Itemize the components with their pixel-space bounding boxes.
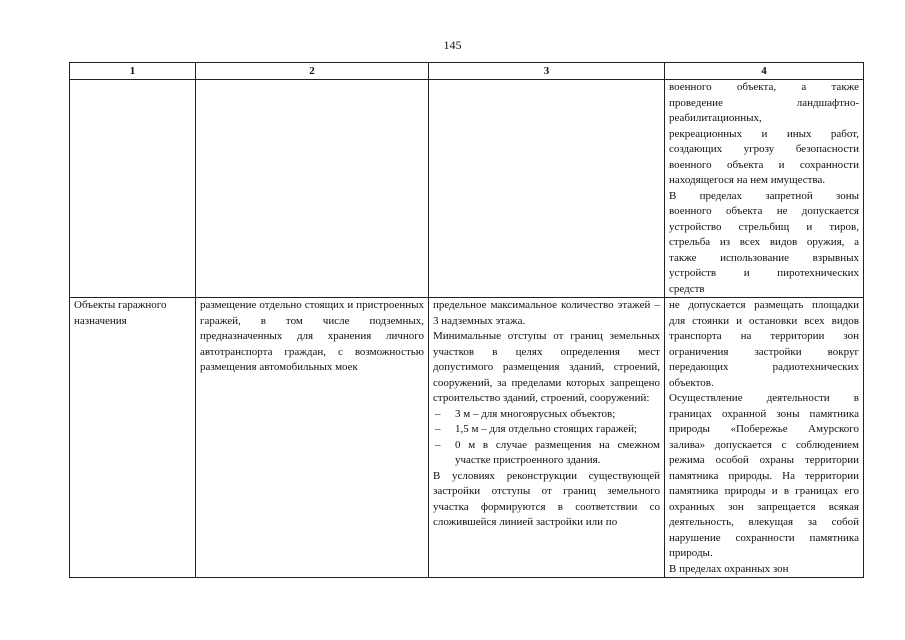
column-header-1: 1 — [70, 63, 196, 80]
restriction-line: В пределах запретной зоны — [669, 189, 859, 202]
list-item: – 1,5 м – для отдельно стоящих гаражей; — [433, 422, 660, 438]
restriction-paragraph-1: не допускается размещать площадки для стоянки и остановки всех видов транспорта на территории зон ограничения застройки вокруг передающих радиотехнических объектов. — [669, 299, 859, 389]
cell-r2-c4-restrictions — [665, 298, 864, 578]
restriction-line: проведение ландшафтно- — [669, 96, 859, 109]
restriction-line: средств — [669, 282, 705, 295]
list-item: – 3 м – для многоярусных объектов; — [433, 407, 660, 423]
setbacks-list — [433, 407, 660, 469]
restriction-line: стрельба из всех видов оружия, а — [669, 236, 859, 248]
zoning-table — [69, 62, 864, 578]
restriction-line: реабилитационных, — [669, 112, 762, 124]
cell-r2-c3-parameters — [429, 298, 665, 578]
floors-limit-text: предельное максимальное количество этажей – 3 надземных этажа. — [433, 299, 660, 327]
restriction-line: создающих угрозу безопасности — [669, 143, 859, 155]
restriction-paragraph-3: В пределах охранных зон — [669, 562, 789, 575]
table-row-continuation — [70, 80, 864, 298]
cell-r1-c2 — [196, 80, 429, 298]
column-header-3: 3 — [429, 63, 665, 80]
restriction-paragraph-2: Осуществление деятельности в границах охранной зоны памятника природы «Побережье Амурского залива» допускается с соблюдением режима особой охраны территории памятника природы. На территории памятника природы и в границах его охранных зон запрещается всякая деятельность, влекущая за собой нарушение сохранности памятника природы. — [669, 392, 859, 559]
restriction-line: устройство стрельбищ и тиров, — [669, 220, 859, 233]
reconstruction-text: В условиях реконструкции существующей застройки отступы от границ земельного участка формируются в соответствии со сложившейся линией застройки или по — [433, 469, 660, 528]
cell-r1-c4-restrictions — [665, 80, 864, 298]
list-item: – 0 м в случае размещения на смежном участке пристроенного здания. — [433, 438, 660, 469]
restriction-line: находящегося на нем имущества. — [669, 174, 826, 186]
restriction-line: устройств и пиротехнических — [669, 267, 859, 279]
page-number: 145 — [443, 38, 462, 52]
restriction-line: рекреационных и иных работ, — [669, 127, 859, 140]
column-header-2: 2 — [196, 63, 429, 80]
object-type-text: Объекты гаражного назначения — [74, 299, 167, 327]
restriction-line: военного объекта не допускается — [669, 205, 859, 217]
setbacks-text: Минимальные отступы от границ земельных участков в целях определения мест допустимого размещения зданий, строений, сооружений, за пределами которых запрещено строительство зданий, строений, сооружений: — [433, 330, 660, 404]
cell-r1-c1 — [70, 80, 196, 298]
cell-r1-c3 — [429, 80, 665, 298]
restriction-line: также использование взрывных — [669, 251, 859, 264]
cell-r2-c2-permitted-use — [196, 298, 429, 578]
column-header-4: 4 — [665, 63, 864, 80]
permitted-use-text: размещение отдельно стоящих и пристроенных гаражей, в том числе подземных, предназначенных для хранения личного автотранспорта граждан, с возможностью размещения автомобильных моек — [200, 299, 424, 373]
restriction-line: военного объекта и сохранности — [669, 158, 859, 171]
table-header-row — [70, 63, 864, 80]
table-row-garage-objects — [70, 298, 864, 578]
restriction-line: военного объекта, а также — [669, 81, 859, 93]
cell-r2-c1-object-type — [70, 298, 196, 578]
